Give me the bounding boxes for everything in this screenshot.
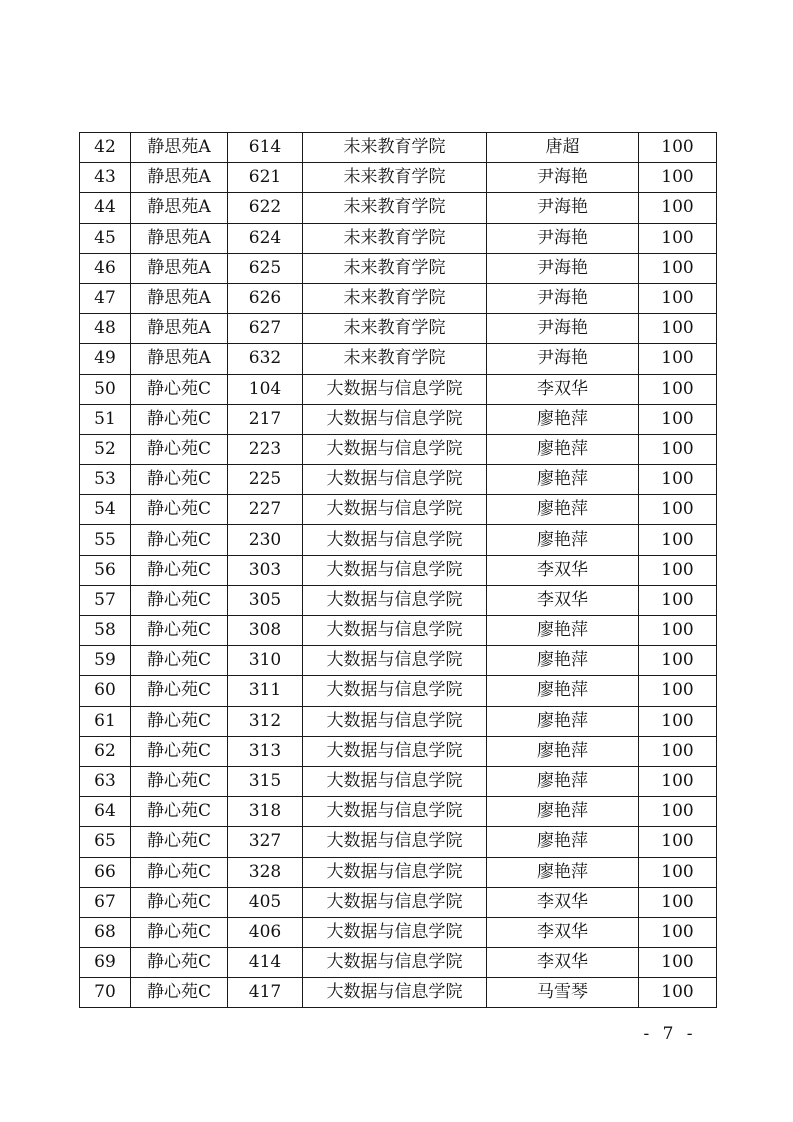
teacher-name-cell: 廖艳萍 <box>487 616 639 646</box>
building-cell: 静思苑A <box>131 283 228 313</box>
table-row <box>80 887 717 917</box>
room-number-cell: 328 <box>228 857 303 887</box>
score-cell: 100 <box>639 133 717 163</box>
page-number: - 7 - <box>643 1024 697 1044</box>
teacher-name-cell: 廖艳萍 <box>487 495 639 525</box>
row-index-cell: 68 <box>80 917 131 947</box>
building-cell: 静心苑C <box>131 525 228 555</box>
row-index-cell: 55 <box>80 525 131 555</box>
table-row <box>80 616 717 646</box>
table-row <box>80 917 717 947</box>
score-cell: 100 <box>639 404 717 434</box>
table-row <box>80 646 717 676</box>
college-cell: 大数据与信息学院 <box>303 857 487 887</box>
score-cell: 100 <box>639 283 717 313</box>
score-cell: 100 <box>639 314 717 344</box>
teacher-name-cell: 尹海艳 <box>487 253 639 283</box>
room-number-cell: 624 <box>228 223 303 253</box>
building-cell: 静心苑C <box>131 374 228 404</box>
table-row <box>80 495 717 525</box>
building-cell: 静思苑A <box>131 253 228 283</box>
table-row <box>80 706 717 736</box>
table-row <box>80 736 717 766</box>
teacher-name-cell: 李双华 <box>487 948 639 978</box>
table-row <box>80 344 717 374</box>
college-cell: 大数据与信息学院 <box>303 495 487 525</box>
building-cell: 静思苑A <box>131 223 228 253</box>
row-index-cell: 63 <box>80 766 131 796</box>
row-index-cell: 67 <box>80 887 131 917</box>
score-cell: 100 <box>639 917 717 947</box>
college-cell: 大数据与信息学院 <box>303 676 487 706</box>
college-cell: 大数据与信息学院 <box>303 948 487 978</box>
room-number-cell: 308 <box>228 616 303 646</box>
teacher-name-cell: 马雪琴 <box>487 978 639 1008</box>
table-row <box>80 374 717 404</box>
teacher-name-cell: 廖艳萍 <box>487 404 639 434</box>
score-cell: 100 <box>639 978 717 1008</box>
room-number-cell: 626 <box>228 283 303 313</box>
score-cell: 100 <box>639 736 717 766</box>
score-cell: 100 <box>639 465 717 495</box>
table-row <box>80 555 717 585</box>
room-number-cell: 327 <box>228 827 303 857</box>
room-number-cell: 318 <box>228 797 303 827</box>
building-cell: 静思苑A <box>131 193 228 223</box>
building-cell: 静心苑C <box>131 555 228 585</box>
college-cell: 大数据与信息学院 <box>303 404 487 434</box>
teacher-name-cell: 尹海艳 <box>487 223 639 253</box>
score-cell: 100 <box>639 857 717 887</box>
college-cell: 大数据与信息学院 <box>303 465 487 495</box>
building-cell: 静心苑C <box>131 676 228 706</box>
college-cell: 大数据与信息学院 <box>303 374 487 404</box>
score-cell: 100 <box>639 434 717 464</box>
teacher-name-cell: 廖艳萍 <box>487 766 639 796</box>
row-index-cell: 59 <box>80 646 131 676</box>
building-cell: 静心苑C <box>131 495 228 525</box>
row-index-cell: 58 <box>80 616 131 646</box>
score-cell: 100 <box>639 585 717 615</box>
row-index-cell: 60 <box>80 676 131 706</box>
room-number-cell: 305 <box>228 585 303 615</box>
college-cell: 大数据与信息学院 <box>303 616 487 646</box>
building-cell: 静心苑C <box>131 585 228 615</box>
score-cell: 100 <box>639 525 717 555</box>
teacher-name-cell: 廖艳萍 <box>487 646 639 676</box>
building-cell: 静心苑C <box>131 827 228 857</box>
teacher-name-cell: 廖艳萍 <box>487 676 639 706</box>
row-index-cell: 46 <box>80 253 131 283</box>
college-cell: 大数据与信息学院 <box>303 525 487 555</box>
building-cell: 静心苑C <box>131 616 228 646</box>
teacher-name-cell: 尹海艳 <box>487 314 639 344</box>
score-cell: 100 <box>639 646 717 676</box>
table-row <box>80 676 717 706</box>
row-index-cell: 49 <box>80 344 131 374</box>
score-cell: 100 <box>639 344 717 374</box>
college-cell: 未来教育学院 <box>303 314 487 344</box>
college-cell: 大数据与信息学院 <box>303 766 487 796</box>
teacher-name-cell: 唐超 <box>487 133 639 163</box>
teacher-name-cell: 尹海艳 <box>487 283 639 313</box>
room-number-cell: 230 <box>228 525 303 555</box>
teacher-name-cell: 李双华 <box>487 374 639 404</box>
building-cell: 静心苑C <box>131 465 228 495</box>
college-cell: 大数据与信息学院 <box>303 978 487 1008</box>
building-cell: 静心苑C <box>131 887 228 917</box>
row-index-cell: 62 <box>80 736 131 766</box>
table-row <box>80 283 717 313</box>
score-cell: 100 <box>639 676 717 706</box>
row-index-cell: 44 <box>80 193 131 223</box>
score-cell: 100 <box>639 555 717 585</box>
score-cell: 100 <box>639 163 717 193</box>
table-row <box>80 797 717 827</box>
teacher-name-cell: 廖艳萍 <box>487 434 639 464</box>
room-number-cell: 614 <box>228 133 303 163</box>
teacher-name-cell: 李双华 <box>487 585 639 615</box>
table-row <box>80 857 717 887</box>
score-cell: 100 <box>639 616 717 646</box>
score-cell: 100 <box>639 827 717 857</box>
building-cell: 静心苑C <box>131 646 228 676</box>
row-index-cell: 53 <box>80 465 131 495</box>
table-row <box>80 133 717 163</box>
college-cell: 大数据与信息学院 <box>303 736 487 766</box>
room-number-cell: 417 <box>228 978 303 1008</box>
table-row <box>80 163 717 193</box>
score-cell: 100 <box>639 374 717 404</box>
table-row <box>80 585 717 615</box>
room-number-cell: 625 <box>228 253 303 283</box>
row-index-cell: 43 <box>80 163 131 193</box>
teacher-name-cell: 廖艳萍 <box>487 827 639 857</box>
table-row <box>80 525 717 555</box>
building-cell: 静心苑C <box>131 978 228 1008</box>
row-index-cell: 66 <box>80 857 131 887</box>
building-cell: 静心苑C <box>131 857 228 887</box>
table-row <box>80 404 717 434</box>
row-index-cell: 64 <box>80 797 131 827</box>
row-index-cell: 69 <box>80 948 131 978</box>
college-cell: 大数据与信息学院 <box>303 887 487 917</box>
college-cell: 大数据与信息学院 <box>303 585 487 615</box>
room-number-cell: 414 <box>228 948 303 978</box>
teacher-name-cell: 廖艳萍 <box>487 525 639 555</box>
row-index-cell: 42 <box>80 133 131 163</box>
room-number-cell: 104 <box>228 374 303 404</box>
row-index-cell: 70 <box>80 978 131 1008</box>
room-number-cell: 621 <box>228 163 303 193</box>
room-number-cell: 227 <box>228 495 303 525</box>
room-number-cell: 303 <box>228 555 303 585</box>
room-number-cell: 225 <box>228 465 303 495</box>
room-number-cell: 405 <box>228 887 303 917</box>
row-index-cell: 52 <box>80 434 131 464</box>
teacher-name-cell: 廖艳萍 <box>487 797 639 827</box>
teacher-name-cell: 尹海艳 <box>487 193 639 223</box>
room-number-cell: 627 <box>228 314 303 344</box>
building-cell: 静心苑C <box>131 736 228 766</box>
college-cell: 未来教育学院 <box>303 283 487 313</box>
table-row <box>80 465 717 495</box>
room-number-cell: 312 <box>228 706 303 736</box>
building-cell: 静心苑C <box>131 434 228 464</box>
row-index-cell: 48 <box>80 314 131 344</box>
teacher-name-cell: 廖艳萍 <box>487 706 639 736</box>
room-number-cell: 406 <box>228 917 303 947</box>
room-number-cell: 315 <box>228 766 303 796</box>
building-cell: 静思苑A <box>131 314 228 344</box>
table-body <box>80 133 717 1008</box>
college-cell: 未来教育学院 <box>303 253 487 283</box>
table-row <box>80 223 717 253</box>
row-index-cell: 45 <box>80 223 131 253</box>
building-cell: 静心苑C <box>131 706 228 736</box>
row-index-cell: 61 <box>80 706 131 736</box>
college-cell: 未来教育学院 <box>303 344 487 374</box>
building-cell: 静心苑C <box>131 797 228 827</box>
building-cell: 静思苑A <box>131 344 228 374</box>
score-cell: 100 <box>639 193 717 223</box>
building-cell: 静心苑C <box>131 948 228 978</box>
table-row <box>80 827 717 857</box>
room-number-cell: 313 <box>228 736 303 766</box>
college-cell: 大数据与信息学院 <box>303 646 487 676</box>
room-number-cell: 311 <box>228 676 303 706</box>
table-row <box>80 978 717 1008</box>
score-cell: 100 <box>639 495 717 525</box>
room-number-cell: 310 <box>228 646 303 676</box>
college-cell: 大数据与信息学院 <box>303 706 487 736</box>
teacher-name-cell: 廖艳萍 <box>487 857 639 887</box>
college-cell: 大数据与信息学院 <box>303 434 487 464</box>
teacher-name-cell: 尹海艳 <box>487 163 639 193</box>
teacher-name-cell: 李双华 <box>487 917 639 947</box>
teacher-name-cell: 李双华 <box>487 555 639 585</box>
table-row <box>80 253 717 283</box>
room-number-cell: 632 <box>228 344 303 374</box>
building-cell: 静心苑C <box>131 766 228 796</box>
table-row <box>80 434 717 464</box>
table-row <box>80 766 717 796</box>
building-cell: 静思苑A <box>131 133 228 163</box>
score-cell: 100 <box>639 766 717 796</box>
score-cell: 100 <box>639 887 717 917</box>
college-cell: 大数据与信息学院 <box>303 797 487 827</box>
dormitory-score-table <box>79 132 717 1008</box>
college-cell: 未来教育学院 <box>303 193 487 223</box>
table-row <box>80 314 717 344</box>
table-row <box>80 948 717 978</box>
row-index-cell: 51 <box>80 404 131 434</box>
college-cell: 大数据与信息学院 <box>303 827 487 857</box>
teacher-name-cell: 李双华 <box>487 887 639 917</box>
building-cell: 静心苑C <box>131 917 228 947</box>
room-number-cell: 622 <box>228 193 303 223</box>
score-cell: 100 <box>639 797 717 827</box>
teacher-name-cell: 廖艳萍 <box>487 465 639 495</box>
college-cell: 未来教育学院 <box>303 133 487 163</box>
row-index-cell: 47 <box>80 283 131 313</box>
college-cell: 大数据与信息学院 <box>303 917 487 947</box>
row-index-cell: 54 <box>80 495 131 525</box>
score-cell: 100 <box>639 948 717 978</box>
score-cell: 100 <box>639 223 717 253</box>
building-cell: 静思苑A <box>131 163 228 193</box>
college-cell: 未来教育学院 <box>303 163 487 193</box>
teacher-name-cell: 廖艳萍 <box>487 736 639 766</box>
teacher-name-cell: 尹海艳 <box>487 344 639 374</box>
score-cell: 100 <box>639 253 717 283</box>
row-index-cell: 65 <box>80 827 131 857</box>
score-cell: 100 <box>639 706 717 736</box>
room-number-cell: 223 <box>228 434 303 464</box>
table-row <box>80 193 717 223</box>
building-cell: 静心苑C <box>131 404 228 434</box>
college-cell: 大数据与信息学院 <box>303 555 487 585</box>
room-number-cell: 217 <box>228 404 303 434</box>
college-cell: 未来教育学院 <box>303 223 487 253</box>
row-index-cell: 50 <box>80 374 131 404</box>
row-index-cell: 57 <box>80 585 131 615</box>
row-index-cell: 56 <box>80 555 131 585</box>
